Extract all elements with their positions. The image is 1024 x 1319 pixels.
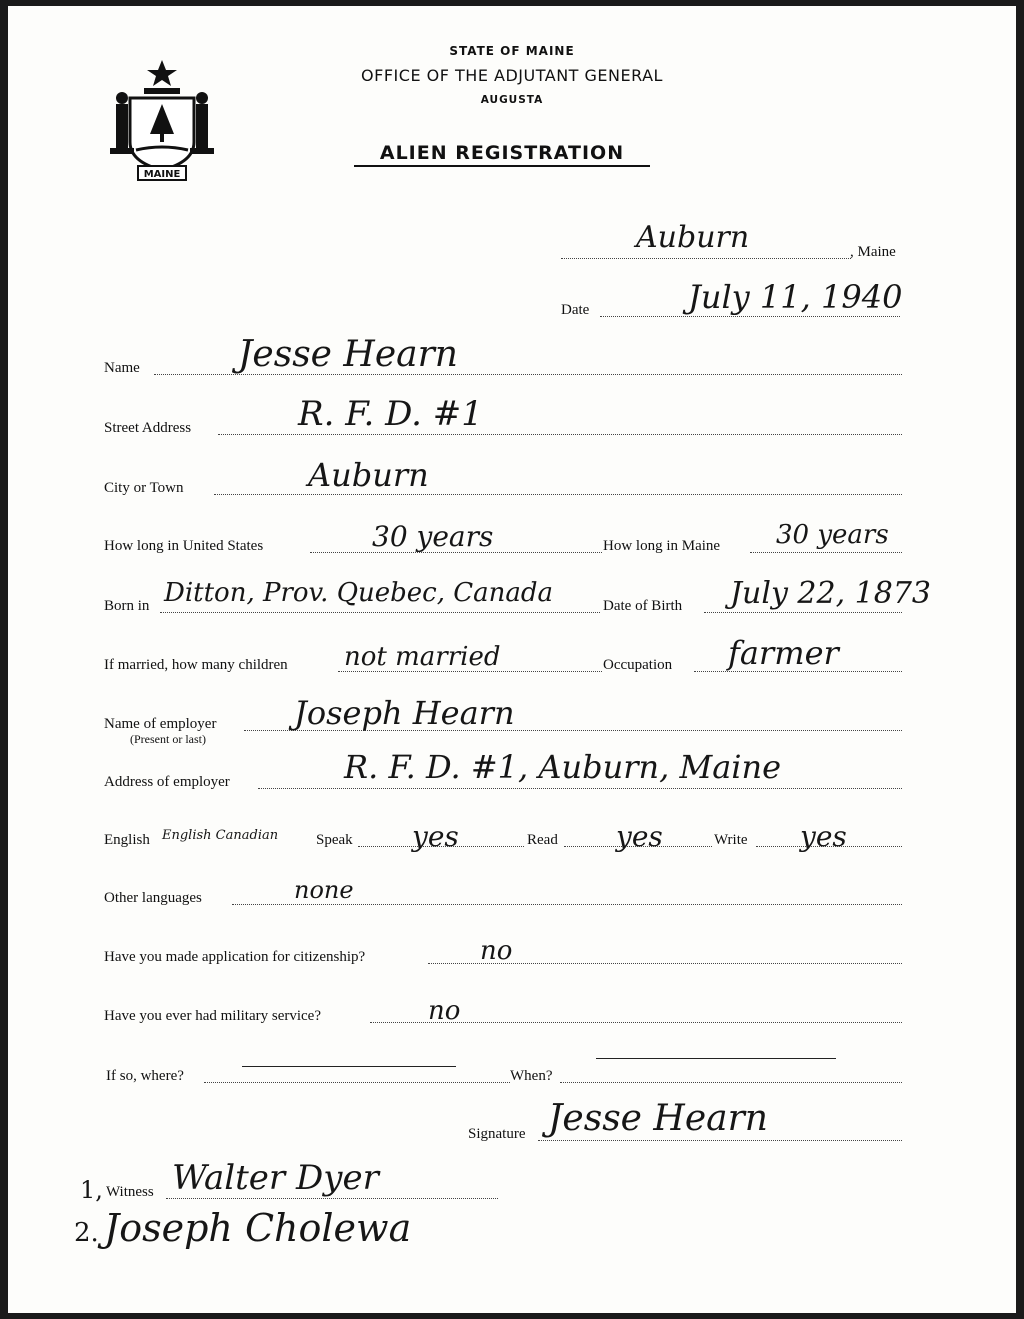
witness-1-value: Walter Dyer bbox=[172, 1158, 379, 1198]
witness-1-number: 1, bbox=[80, 1176, 103, 1204]
city-label: City or Town bbox=[104, 480, 184, 496]
name-value: Jesse Hearn bbox=[238, 334, 458, 375]
military-label: Have you ever had military service? bbox=[104, 1008, 321, 1024]
children-value: not married bbox=[344, 642, 501, 672]
born-in-line bbox=[160, 612, 600, 613]
children-label: If married, how many children bbox=[104, 657, 288, 673]
citizenship-label: Have you made application for citizenship? bbox=[104, 949, 366, 965]
speak-value: yes bbox=[412, 820, 459, 853]
date-value: July 11, 1940 bbox=[688, 278, 903, 316]
city-value: Auburn bbox=[308, 456, 429, 494]
born-in-value: Ditton, Prov. Quebec, Canada bbox=[164, 578, 554, 608]
employer-note: (Present or last) bbox=[130, 732, 206, 746]
city-line bbox=[214, 494, 902, 495]
read-label: Read bbox=[527, 832, 558, 848]
dob-value: July 22, 1873 bbox=[730, 576, 932, 611]
occupation-value: farmer bbox=[728, 634, 839, 672]
street-address-value: R. F. D. #1 bbox=[298, 394, 483, 434]
signature-label: Signature bbox=[468, 1126, 526, 1142]
how-long-maine-line bbox=[750, 552, 902, 553]
witness-2-number: 2. bbox=[74, 1218, 99, 1248]
employer-address-label: Address of employer bbox=[104, 774, 230, 790]
witness-label: Witness bbox=[106, 1184, 154, 1200]
employer-name-label: Name of employer bbox=[104, 716, 217, 732]
header-office: OFFICE OF THE ADJUTANT GENERAL bbox=[361, 66, 663, 85]
town-value: Auburn bbox=[636, 220, 750, 255]
english-label: English bbox=[104, 832, 150, 848]
witness-line bbox=[166, 1198, 498, 1199]
dob-line bbox=[704, 612, 902, 613]
when-line bbox=[560, 1082, 902, 1083]
born-in-label: Born in bbox=[104, 598, 150, 614]
employer-address-value: R. F. D. #1, Auburn, Maine bbox=[344, 748, 782, 786]
where-dash bbox=[242, 1066, 456, 1067]
header-state: STATE OF MAINE bbox=[449, 44, 575, 58]
how-long-us-value: 30 years bbox=[372, 520, 494, 553]
occupation-label: Occupation bbox=[603, 657, 673, 673]
signature-value: Jesse Hearn bbox=[548, 1098, 768, 1139]
name-label: Name bbox=[104, 360, 140, 376]
write-value: yes bbox=[800, 820, 847, 853]
when-label: When? bbox=[510, 1068, 553, 1084]
registration-form bbox=[8, 6, 1016, 1313]
how-long-us-label: How long in United States bbox=[104, 538, 264, 554]
if-so-where-label: If so, where? bbox=[106, 1068, 184, 1084]
other-languages-value: none bbox=[294, 876, 354, 904]
other-languages-label: Other languages bbox=[104, 890, 202, 906]
dob-label: Date of Birth bbox=[603, 598, 683, 614]
citizenship-value: no bbox=[480, 936, 513, 966]
street-address-line bbox=[218, 434, 902, 435]
date-label: Date bbox=[561, 302, 590, 318]
military-value: no bbox=[428, 996, 461, 1026]
maine-suffix: , Maine bbox=[850, 244, 896, 260]
how-long-maine-label: How long in Maine bbox=[603, 538, 721, 554]
witness-2-value: Joseph Cholewa bbox=[104, 1206, 412, 1250]
header-city: AUGUSTA bbox=[480, 94, 544, 106]
other-languages-line bbox=[232, 904, 902, 905]
employer-name-value: Joseph Hearn bbox=[294, 694, 515, 732]
town-line bbox=[561, 258, 851, 259]
when-dash bbox=[596, 1058, 836, 1059]
english-value: English Canadian bbox=[162, 828, 279, 843]
date-line bbox=[600, 316, 900, 317]
speak-label: Speak bbox=[316, 832, 353, 848]
how-long-maine-value: 30 years bbox=[776, 520, 889, 550]
street-address-label: Street Address bbox=[104, 420, 192, 436]
read-value: yes bbox=[616, 820, 663, 853]
seal-label: MAINE bbox=[143, 169, 181, 180]
where-line bbox=[204, 1082, 510, 1083]
employer-address-line bbox=[258, 788, 902, 789]
form-title: ALIEN REGISTRATION bbox=[354, 142, 650, 167]
write-label: Write bbox=[714, 832, 748, 848]
signature-line bbox=[538, 1140, 902, 1141]
